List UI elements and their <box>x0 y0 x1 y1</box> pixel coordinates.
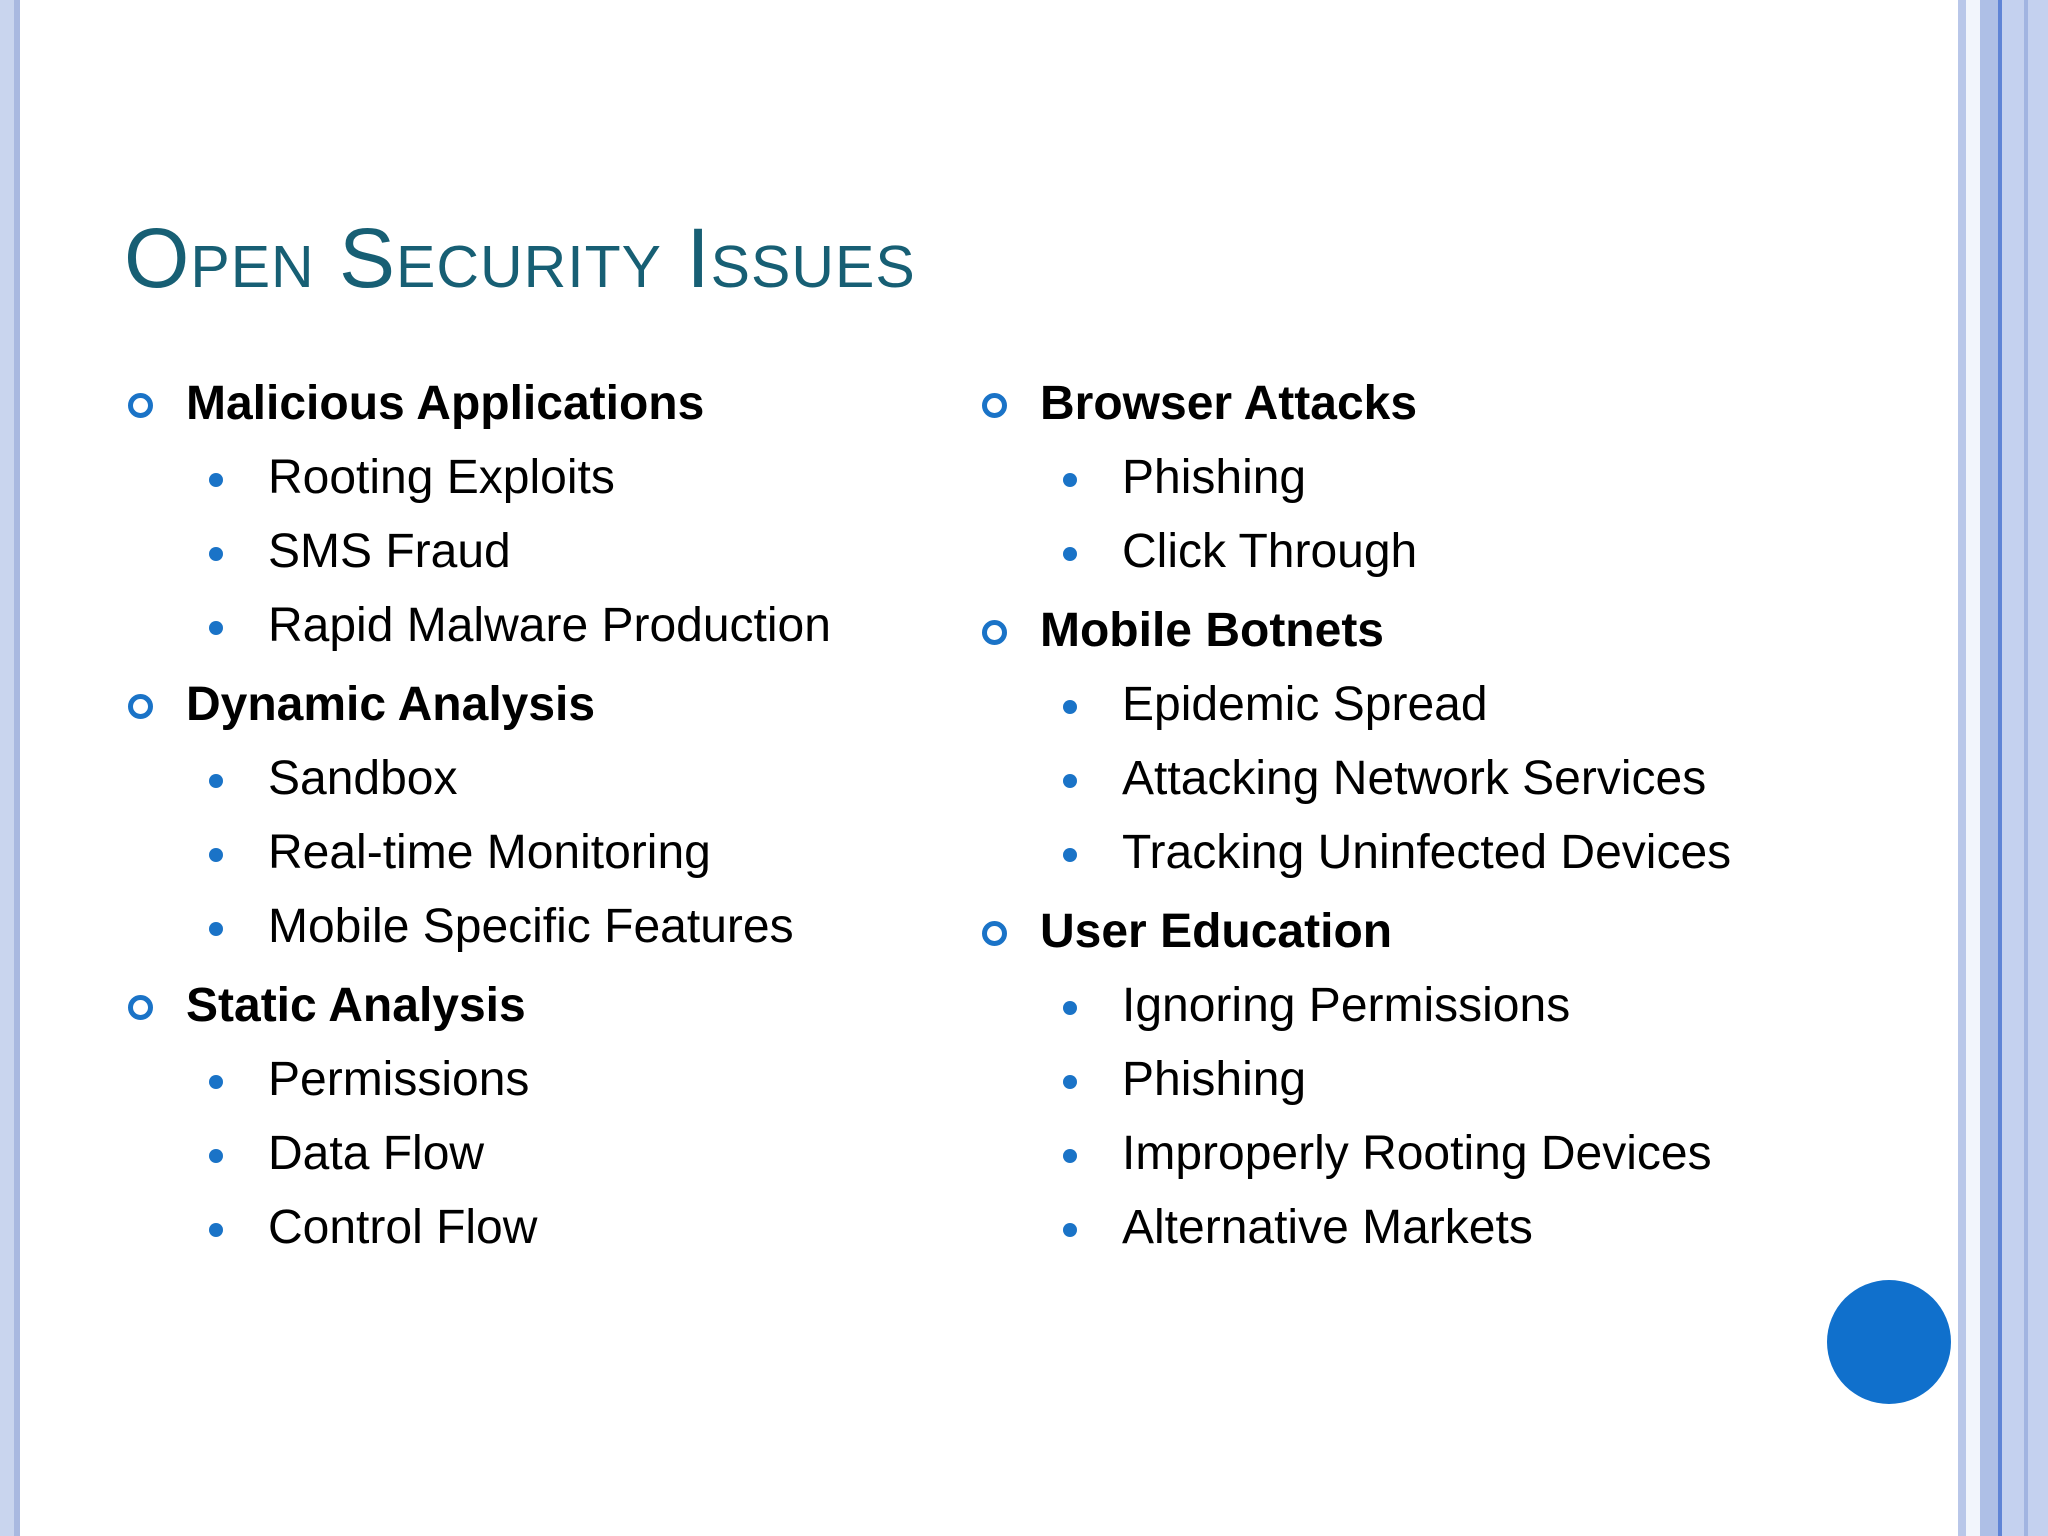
dot-bullet-icon <box>209 848 223 862</box>
sub-list <box>978 668 1731 890</box>
section-heading-text: Dynamic Analysis <box>186 678 596 731</box>
sub-list <box>978 441 1731 589</box>
list-item <box>978 1043 1731 1117</box>
dot-bullet-icon <box>209 473 223 487</box>
list-item <box>124 589 831 663</box>
list-item <box>124 1117 831 1191</box>
decorative-circle <box>1827 1280 1951 1404</box>
ring-bullet-icon <box>128 393 153 418</box>
list-item-text: Phishing <box>1122 1053 1307 1106</box>
list-item <box>978 969 1731 1043</box>
section-dynamic-analysis <box>124 668 831 964</box>
section-malicious-applications <box>124 367 831 663</box>
list-item <box>124 515 831 589</box>
right-border-strip-2 <box>1980 0 1998 1536</box>
dot-bullet-icon <box>1063 774 1077 788</box>
dot-bullet-icon <box>209 922 223 936</box>
list-item-text: Mobile Specific Features <box>268 900 794 953</box>
ring-bullet-icon <box>128 995 153 1020</box>
left-column <box>124 367 831 1265</box>
dot-bullet-icon <box>209 774 223 788</box>
list-item-text: Rooting Exploits <box>268 451 615 504</box>
list-item-text: Control Flow <box>268 1201 538 1254</box>
section-heading <box>978 367 1731 441</box>
list-item-text: Improperly Rooting Devices <box>1122 1127 1712 1180</box>
sub-list <box>124 1043 831 1265</box>
ring-bullet-icon <box>982 620 1007 645</box>
dot-bullet-icon <box>1063 1001 1077 1015</box>
list-item <box>978 668 1731 742</box>
list-item-text: Attacking Network Services <box>1122 752 1707 805</box>
left-border-line <box>14 0 20 1536</box>
section-mobile-botnets <box>978 594 1731 890</box>
sub-list <box>124 742 831 964</box>
dot-bullet-icon <box>1063 1223 1077 1237</box>
section-browser-attacks <box>978 367 1731 589</box>
list-item-text: SMS Fraud <box>268 525 511 578</box>
list-item-text: Alternative Markets <box>1122 1201 1533 1254</box>
slide-title: Open Security Issues <box>124 211 916 305</box>
list-item-text: Permissions <box>268 1053 530 1106</box>
dot-bullet-icon <box>1063 700 1077 714</box>
list-item-text: Real-time Monitoring <box>268 826 711 879</box>
list-item-text: Rapid Malware Production <box>268 599 831 652</box>
ring-bullet-icon <box>128 694 153 719</box>
section-heading-text: Malicious Applications <box>186 377 705 430</box>
dot-bullet-icon <box>1063 547 1077 561</box>
list-item <box>124 441 831 515</box>
list-item <box>124 816 831 890</box>
dot-bullet-icon <box>209 1223 223 1237</box>
right-border-strip-1 <box>1958 0 1966 1536</box>
list-item-text: Phishing <box>1122 451 1307 504</box>
list-item-text: Ignoring Permissions <box>1122 979 1571 1032</box>
dot-bullet-icon <box>1063 1149 1077 1163</box>
section-heading <box>124 367 831 441</box>
section-heading <box>124 969 831 1043</box>
list-item-text: Tracking Uninfected Devices <box>1122 826 1732 879</box>
section-heading <box>124 668 831 742</box>
list-item <box>124 742 831 816</box>
list-item <box>978 441 1731 515</box>
list-item <box>978 1117 1731 1191</box>
left-border-strip <box>0 0 14 1536</box>
dot-bullet-icon <box>1063 473 1077 487</box>
list-item <box>978 515 1731 589</box>
ring-bullet-icon <box>982 393 1007 418</box>
sub-list <box>978 969 1731 1265</box>
right-border-strip-4 <box>2024 0 2028 1536</box>
list-item <box>978 816 1731 890</box>
section-heading-text: Browser Attacks <box>1040 377 1418 430</box>
section-heading <box>978 895 1731 969</box>
right-column <box>978 367 1731 1265</box>
ring-bullet-icon <box>982 921 1007 946</box>
section-heading-text: Static Analysis <box>186 979 526 1032</box>
sub-list <box>124 441 831 663</box>
section-static-analysis <box>124 969 831 1265</box>
list-item <box>124 890 831 964</box>
list-item-text: Epidemic Spread <box>1122 678 1488 731</box>
dot-bullet-icon <box>209 1075 223 1089</box>
list-item-text: Click Through <box>1122 525 1418 578</box>
right-border-gap <box>1966 0 1980 1536</box>
list-item-text: Data Flow <box>268 1127 485 1180</box>
list-item <box>978 1191 1731 1265</box>
section-heading <box>978 594 1731 668</box>
list-item <box>978 742 1731 816</box>
section-user-education <box>978 895 1731 1265</box>
dot-bullet-icon <box>209 547 223 561</box>
dot-bullet-icon <box>1063 1075 1077 1089</box>
dot-bullet-icon <box>209 621 223 635</box>
section-heading-text: User Education <box>1040 905 1393 958</box>
section-heading-text: Mobile Botnets <box>1040 604 1384 657</box>
list-item <box>124 1191 831 1265</box>
list-item <box>124 1043 831 1117</box>
dot-bullet-icon <box>1063 848 1077 862</box>
list-item-text: Sandbox <box>268 752 458 805</box>
dot-bullet-icon <box>209 1149 223 1163</box>
